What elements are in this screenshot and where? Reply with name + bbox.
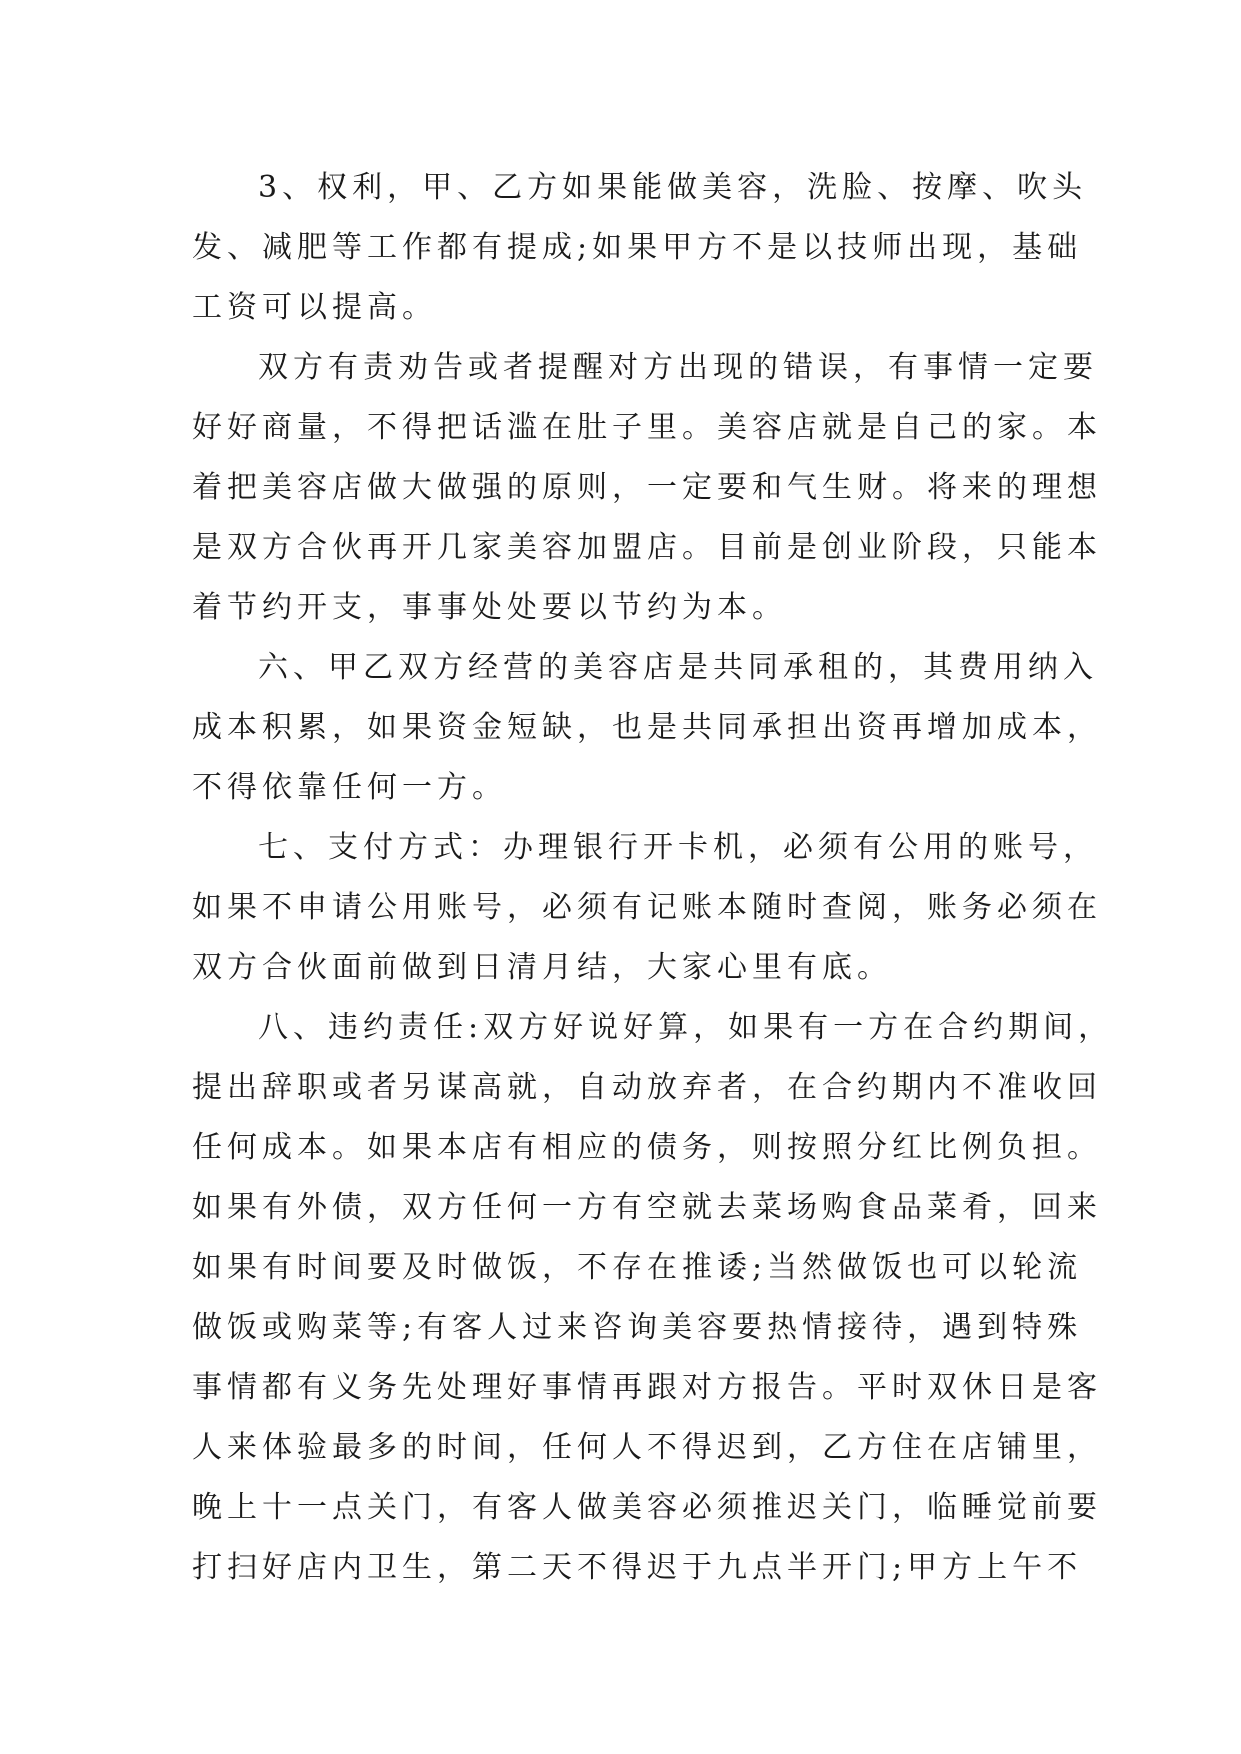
text-line: 不得依靠任何一方。 [192, 770, 507, 805]
text-line: 任何成本。如果本店有相应的债务，则按照分红比例负担。 [192, 1130, 1102, 1165]
text-line: 双方有责劝告或者提醒对方出现的错误，有事情一定要 [258, 350, 1098, 385]
text-line: 六、甲乙双方经营的美容店是共同承租的，其费用纳入 [258, 650, 1098, 685]
text-line: 八、违约责任:双方好说好算，如果有一方在合约期间， [258, 1010, 1114, 1045]
text-line: 着把美容店做大做强的原则，一定要和气生财。将来的理想 [192, 470, 1102, 505]
document-body [192, 158, 1114, 1598]
text-line: 如果有时间要及时做饭，不存在推诿;当然做饭也可以轮流 [192, 1250, 1083, 1285]
text-line: 做饭或购菜等;有客人过来咨询美容要热情接待，遇到特殊 [192, 1310, 1083, 1345]
text-line: 如果有外债，双方任何一方有空就去菜场购食品菜肴，回来 [192, 1190, 1102, 1225]
text-line: 3、权利，甲、乙方如果能做美容，洗脸、按摩、吹头 [258, 170, 1088, 205]
text-line: 人来体验最多的时间，任何人不得迟到，乙方住在店铺里， [192, 1430, 1102, 1465]
text-line: 是双方合伙再开几家美容加盟店。目前是创业阶段，只能本 [192, 530, 1102, 565]
text-line: 发、减肥等工作都有提成;如果甲方不是以技师出现，基础 [192, 230, 1083, 265]
text-line: 事情都有义务先处理好事情再跟对方报告。平时双休日是客 [192, 1370, 1102, 1405]
text-line: 工资可以提高。 [192, 290, 437, 325]
text-line: 好好商量，不得把话滥在肚子里。美容店就是自己的家。本 [192, 410, 1102, 445]
text-line: 双方合伙面前做到日清月结，大家心里有底。 [192, 950, 892, 985]
text-line: 打扫好店内卫生，第二天不得迟于九点半开门;甲方上午不 [192, 1550, 1083, 1585]
text-line: 提出辞职或者另谋高就，自动放弃者，在合约期内不准收回 [192, 1070, 1102, 1105]
text-line: 如果不申请公用账号，必须有记账本随时查阅，账务必须在 [192, 890, 1102, 925]
text-line: 着节约开支，事事处处要以节约为本。 [192, 590, 787, 625]
text-line: 七、支付方式：办理银行开卡机，必须有公用的账号， [258, 830, 1098, 865]
text-line: 成本积累，如果资金短缺，也是共同承担出资再增加成本， [192, 710, 1102, 745]
text-line: 晚上十一点关门，有客人做美容必须推迟关门，临睡觉前要 [192, 1490, 1102, 1525]
